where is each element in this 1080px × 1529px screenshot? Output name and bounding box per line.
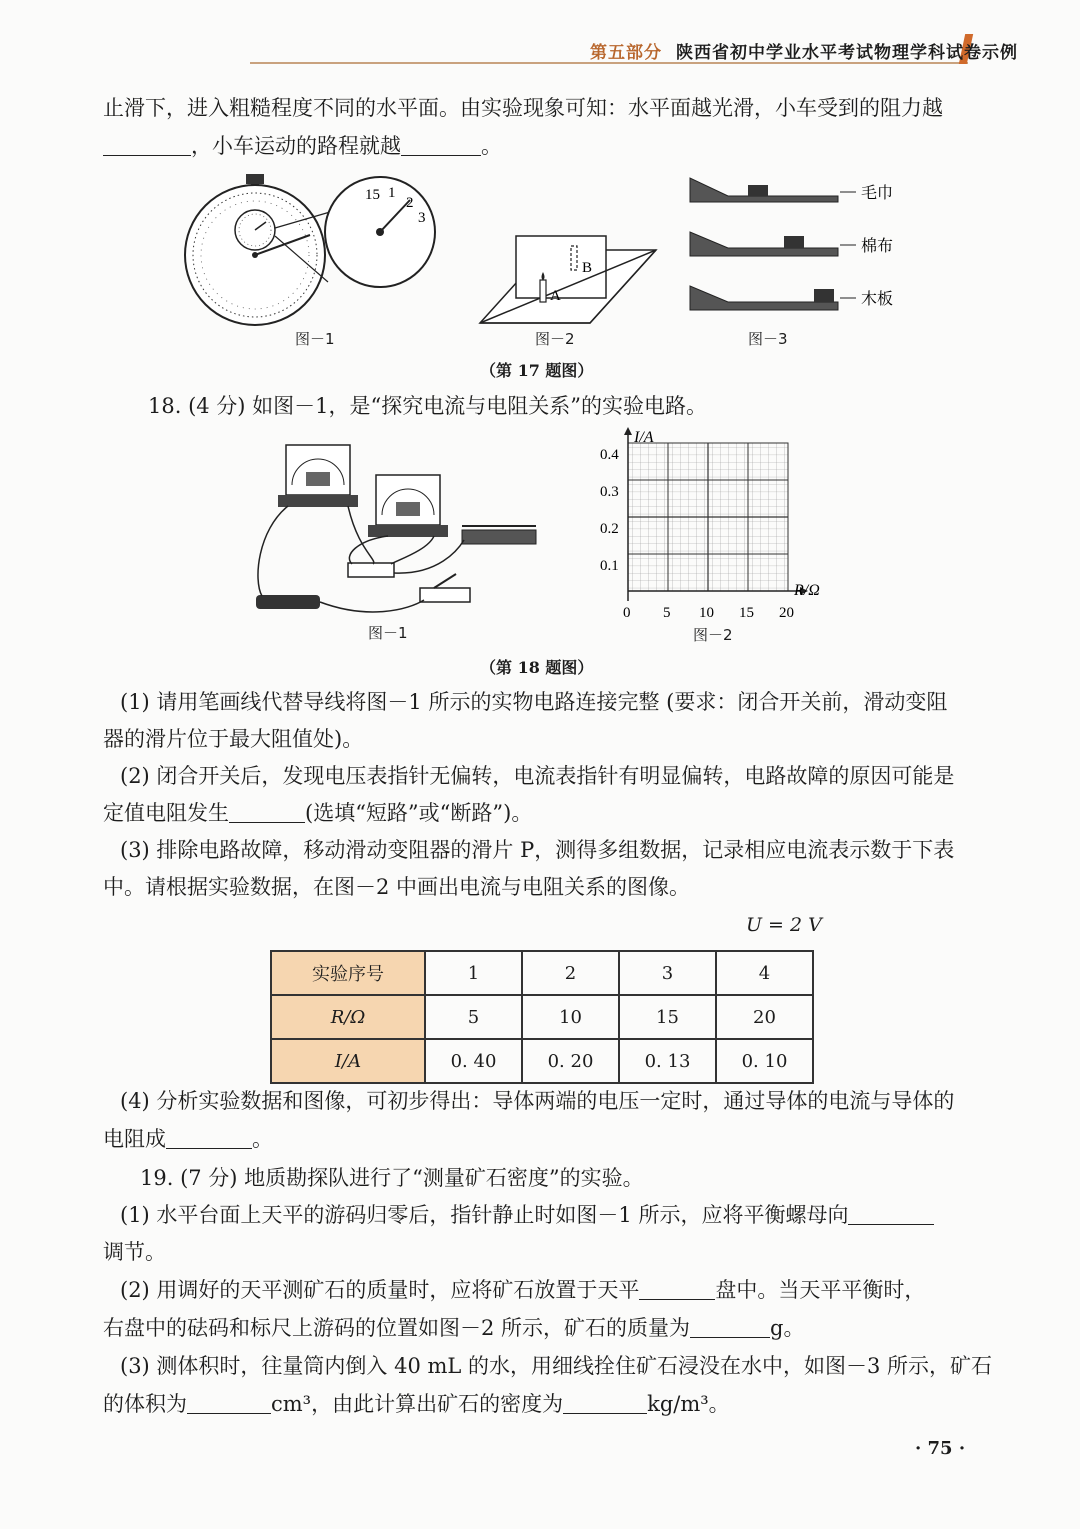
table-cell: 0. 40 (425, 1039, 522, 1083)
q19-intro: 19. (7 分) 地质勘探队进行了“测量矿石密度”的实验。 (140, 1166, 644, 1190)
q18-intro: 18. (4 分) 如图－1，是“探究电流与电阻关系”的实验电路。 (148, 394, 707, 418)
y-tick-0.1: 0.1 (600, 558, 619, 574)
x-axis-label: R/Ω (794, 582, 820, 599)
q19-p3-line2: 的体积为 cm³，由此计算出矿石的密度为 kg/m³。 (103, 1392, 730, 1416)
q19-p1-line2: 调节。 (103, 1240, 166, 1264)
label-cotton: 棉布 (861, 236, 894, 255)
answer-blank[interactable] (563, 1392, 647, 1414)
q17-fig2-caption: 图－2 (535, 330, 575, 348)
header-part: 第五部分 (590, 43, 662, 63)
answer-blank[interactable] (401, 134, 481, 156)
table-row (271, 1039, 813, 1083)
cart-3 (814, 289, 834, 302)
dial-label-1: 1 (388, 185, 396, 201)
q18-fig2-caption: 图－2 (693, 626, 733, 644)
cart-1 (748, 185, 768, 196)
x-tick-5: 5 (663, 605, 671, 621)
dial-label-2: 2 (406, 195, 414, 211)
table-cell: 10 (522, 995, 619, 1039)
ammeter (286, 445, 350, 495)
table-cell: 20 (716, 995, 813, 1039)
data-table (270, 950, 814, 1084)
y-tick-0.4: 0.4 (600, 447, 619, 463)
q19-p1-line1: (1) 水平台面上天平的游码归零后，指针静止时如图－1 所示，应将平衡螺母向 (120, 1197, 934, 1234)
x-tick-0: 0 (623, 605, 631, 621)
x-tick-10: 10 (699, 605, 714, 621)
voltmeter (376, 475, 440, 525)
magnified-pivot (376, 228, 384, 236)
mirror-figure (478, 228, 658, 328)
page-number: · 75 · (915, 1438, 966, 1459)
dial-label-15: 15 (365, 187, 380, 203)
answer-blank[interactable] (848, 1203, 934, 1225)
q17-group-caption: （第 17 题图） (480, 361, 594, 380)
q18-p2-line1: (2) 闭合开关后，发现电压表指针无偏转，电流表指针有明显偏转，电路故障的原因可能是 (120, 764, 955, 788)
q18-p3-line1: (3) 排除电路故障，移动滑动变阻器的滑片 P，测得多组数据，记录相应电流表示数于下表 (120, 838, 955, 862)
circuit-figure (248, 440, 548, 620)
ammeter-base (278, 495, 358, 507)
dial-label-3: 3 (418, 210, 426, 226)
table-cell: 0. 13 (619, 1039, 716, 1083)
table-row (271, 995, 813, 1039)
y-axis-label: I/A (634, 429, 654, 446)
battery (256, 595, 320, 609)
q18-p4-line1: (4) 分析实验数据和图像，可初步得出：导体两端的电压一定时，通过导体的电流与导体的 (120, 1089, 955, 1113)
q17-line2: ，小车运动的路程就越 。 (103, 128, 502, 165)
answer-blank[interactable] (187, 1392, 271, 1414)
table-row (271, 951, 813, 995)
row-header: R/Ω (271, 995, 425, 1039)
table-cell: 5 (425, 995, 522, 1039)
answer-blank[interactable] (639, 1278, 715, 1300)
answer-blank[interactable] (229, 801, 305, 823)
voltage-note: U = 2 V (746, 914, 822, 936)
y-axis-arrow (624, 427, 632, 435)
switch (420, 588, 470, 602)
y-tick-0.2: 0.2 (600, 521, 619, 537)
q18-p4-line2: 电阻成 。 (103, 1127, 273, 1151)
q18-p3-line2: 中。请根据实验数据，在图－2 中画出电流与电阻关系的图像。 (103, 875, 691, 899)
q18-fig1-caption: 图－1 (368, 624, 408, 642)
q17-fig1-caption: 图－1 (295, 330, 335, 348)
row-header: 实验序号 (271, 951, 425, 995)
table-cell: 3 (619, 951, 716, 995)
table-cell: 0. 10 (716, 1039, 813, 1083)
table-cell: 15 (619, 995, 716, 1039)
x-tick-20: 20 (779, 605, 794, 621)
q18-group-caption: （第 18 题图） (480, 658, 594, 677)
table-cell: 0. 20 (522, 1039, 619, 1083)
table-cell: 2 (522, 951, 619, 995)
answer-blank[interactable] (690, 1316, 770, 1338)
q18-p2-line2: 定值电阻发生 (选填“短路”或“断路”)。 (103, 801, 533, 825)
ramp-cotton (690, 232, 838, 256)
q19-p2-line1: (2) 用调好的天平测矿石的质量时，应将矿石放置于天平 盘中。当天平平衡时， (120, 1278, 926, 1302)
q19-p2-line2: 右盘中的砝码和标尺上游码的位置如图－2 所示，矿石的质量为 g。 (103, 1316, 805, 1340)
y-tick-0.3: 0.3 (600, 484, 619, 500)
header-title: 陕西省初中学业水平考试物理学科试卷示例 (676, 43, 1018, 63)
x-tick-15: 15 (739, 605, 754, 621)
stopwatch-crown (246, 174, 264, 184)
running-header (590, 38, 1018, 63)
answer-blank[interactable] (166, 1127, 252, 1149)
slide-rheostat (462, 530, 536, 544)
ramp-figure (688, 170, 898, 320)
stopwatch-figure (180, 170, 450, 330)
stopwatch-pivot (252, 252, 258, 258)
table-cell: 4 (716, 951, 813, 995)
q17-line1: 止滑下，进入粗糙程度不同的水平面。由实验现象可知：水平面越光滑，小车受到的阻力越 (103, 96, 943, 120)
candle-a (540, 280, 546, 302)
q19-p3-line1: (3) 测体积时，往量筒内倒入 40 mL 的水，用细线拴住矿石浸没在水中，如图－3 所示，矿石 (120, 1354, 993, 1378)
q17-fig3-caption: 图－3 (748, 330, 788, 348)
cart-2 (784, 236, 804, 248)
label-wood: 木板 (861, 289, 894, 308)
label-a: A (550, 288, 561, 304)
fixed-resistor (348, 563, 394, 577)
q18-p1-line1: (1) 请用笔画线代替导线将图－1 所示的实物电路连接完整 (要求：闭合开关前，滑动变阻 (120, 690, 948, 714)
graph-figure (592, 425, 842, 625)
voltmeter-base (368, 525, 448, 537)
row-header: I/A (271, 1039, 425, 1083)
label-b: B (582, 260, 593, 276)
q18-p1-line2: 器的滑片位于最大阻值处)。 (103, 727, 364, 751)
table-cell: 1 (425, 951, 522, 995)
answer-blank[interactable] (103, 134, 191, 156)
label-towel: 毛巾 (861, 183, 894, 202)
